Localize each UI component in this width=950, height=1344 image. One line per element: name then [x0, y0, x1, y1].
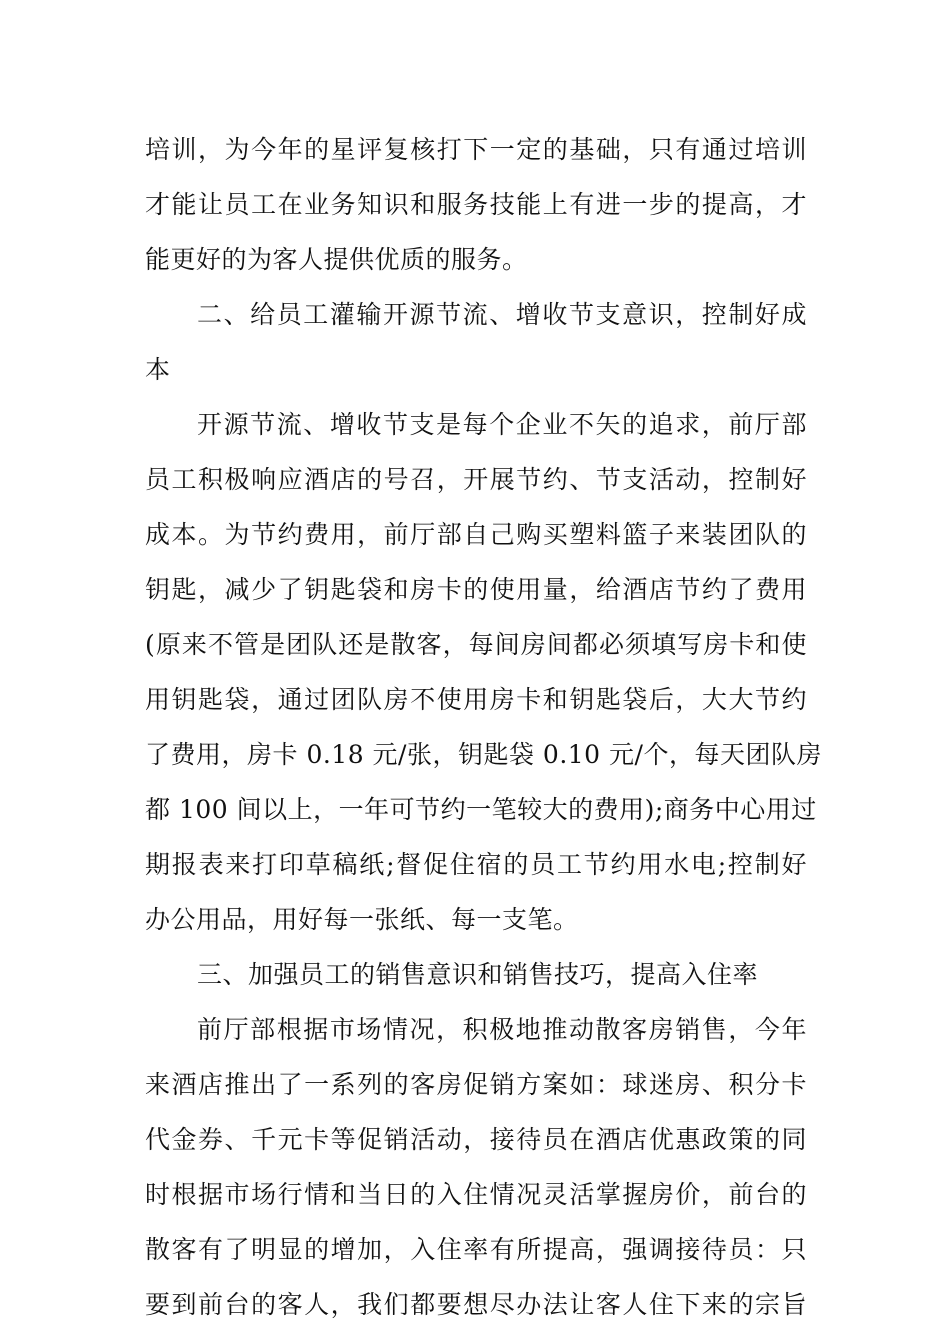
text-line: 办公用品，用好每一张纸、每一支笔。 — [145, 905, 579, 934]
text-line: 时根据市场行情和当日的入住情况灵活掌握房价，前台的 — [145, 1180, 807, 1209]
document-body — [145, 127, 822, 1337]
text-line: 散客有了明显的增加，入住率有所提高，强调接待员：只 — [145, 1235, 807, 1264]
section-heading-line: 二、给员工灌输开源节流、增收节支意识，控制好成 — [197, 300, 807, 329]
section-heading-line: 三、加强员工的销售意识和销售技巧，提高入住率 — [197, 960, 759, 989]
text-line: 了费用，房卡 0.18 元/张，钥匙袋 0.10 元/个，每天团队房 — [145, 740, 822, 769]
text-line: 员工积极响应酒店的号召，开展节约、节支活动，控制好 — [145, 465, 807, 494]
text-line: 都 100 间以上，一年可节约一笔较大的费用);商务中心用过 — [145, 795, 817, 824]
text-line: 代金券、千元卡等促销活动，接待员在酒店优惠政策的同 — [145, 1125, 807, 1154]
text-line: 用钥匙袋，通过团队房不使用房卡和钥匙袋后，大大节约 — [145, 685, 807, 714]
section-heading-line: 本 — [145, 355, 171, 384]
text-line: 开源节流、增收节支是每个企业不矢的追求，前厅部 — [197, 410, 807, 439]
text-line: 钥匙，减少了钥匙袋和房卡的使用量，给酒店节约了费用 — [145, 575, 807, 604]
text-line: 要到前台的客人，我们都要想尽办法让客人住下来的宗旨 — [145, 1290, 807, 1319]
text-line: 前厅部根据市场情况，积极地推动散客房销售，今年 — [197, 1015, 807, 1044]
text-line: 期报表来打印草稿纸;督促住宿的员工节约用水电;控制好 — [145, 850, 807, 879]
text-line: 才能让员工在业务知识和服务技能上有进一步的提高，才 — [145, 190, 807, 219]
text-line: 培训，为今年的星评复核打下一定的基础，只有通过培训 — [145, 135, 807, 164]
text-line: (原来不管是团队还是散客，每间房间都必须填写房卡和使 — [145, 630, 807, 659]
text-line: 成本。为节约费用，前厅部自己购买塑料篮子来装团队的 — [145, 520, 807, 549]
text-line: 能更好的为客人提供优质的服务。 — [145, 245, 528, 274]
text-line: 来酒店推出了一系列的客房促销方案如：球迷房、积分卡 — [145, 1070, 807, 1099]
